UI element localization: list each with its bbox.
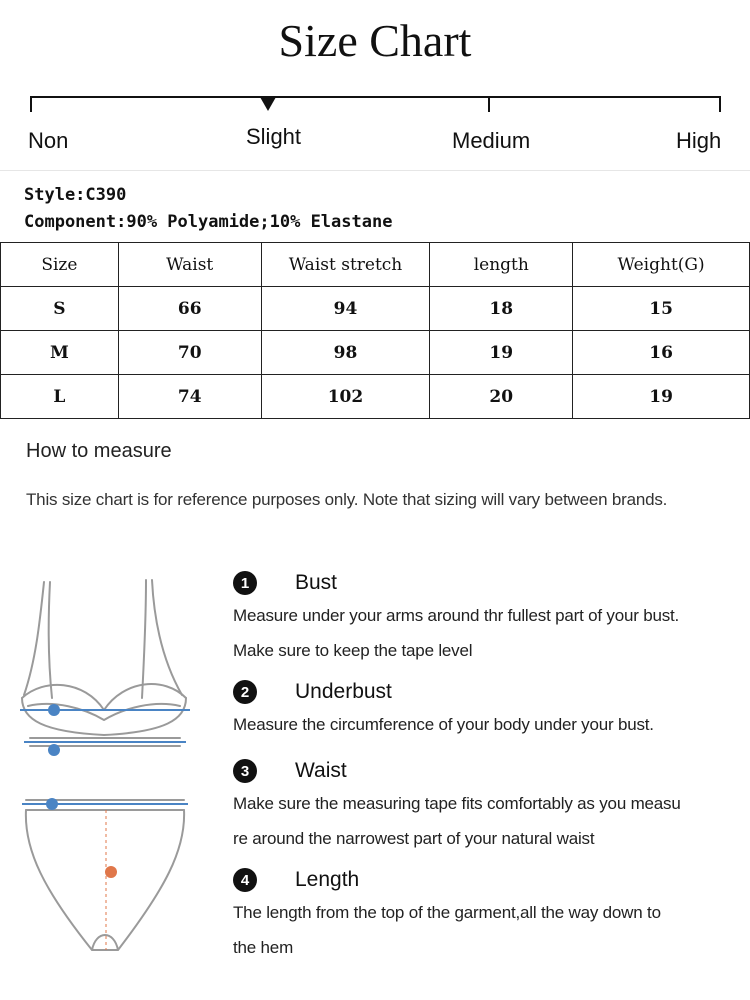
measure-step-waist [233,756,743,856]
measure-step-bust [233,568,743,668]
marker-underbust [48,744,60,756]
table-cell: 15 [573,287,750,331]
measure-step-length [233,865,743,965]
step-description-line: Measure the circumference of your body under your bust. [233,715,654,734]
table-cell: S [1,287,119,331]
how-to-measure-title: How to measure [26,440,172,462]
step-title: Underbust [295,680,392,703]
table-row [1,287,750,331]
table-cell: 98 [261,331,430,375]
header-weight: Weight(G) [573,243,750,287]
scale-line [30,96,721,98]
step-number: 2 [233,680,257,704]
bikini-sketch-icon [14,570,204,970]
header-waist: Waist [118,243,261,287]
component-info: Component:90% Polyamide;10% Elastane [24,212,393,232]
style-code: Style:C390 [24,185,127,205]
table-cell: 19 [430,331,573,375]
marker-length [105,866,117,878]
page-title: Size Chart [278,15,472,66]
table-cell: M [1,331,119,375]
scale-tick [719,96,721,112]
table-cell: 70 [118,331,261,375]
scale-label-non: Non [28,128,69,153]
stretch-scale [0,90,750,170]
table-cell: 94 [261,287,430,331]
table-cell: 102 [261,375,430,419]
marker-bust [48,704,60,716]
step-description-line: re around the narrowest part of your natural waist [233,829,595,848]
marker-waist [46,798,58,810]
step-description-line: Make sure to keep the tape level [233,641,473,660]
scale-tick [30,96,32,112]
measure-step-underbust [233,677,743,742]
scale-label-high: High [676,128,722,153]
scale-tick [488,96,490,112]
header-length: length [430,243,573,287]
step-number: 3 [233,759,257,783]
header-size: Size [1,243,119,287]
step-title: Bust [295,571,338,594]
step-number: 4 [233,868,257,892]
table-header-row [1,243,750,287]
step-description-line: Make sure the measuring tape fits comfortably as you measu [233,794,681,813]
step-description-line: Measure under your arms around thr fullest part of your bust. [233,606,680,625]
table-cell: L [1,375,119,419]
step-description-line: The length from the top of the garment,all the way down to [233,903,661,922]
scale-label-slight: Slight [246,124,302,149]
table-cell: 18 [430,287,573,331]
triangle-down-icon [260,97,276,111]
step-title: Waist [295,759,347,782]
scale-label-medium: Medium [452,128,531,153]
divider [0,170,750,171]
size-table [0,242,750,419]
step-number: 1 [233,571,257,595]
table-cell: 19 [573,375,750,419]
reference-note: This size chart is for reference purposes only. Note that sizing will vary between brands. [26,490,668,509]
table-row [1,331,750,375]
step-title: Length [295,868,360,891]
table-cell: 20 [430,375,573,419]
table-row [1,375,750,419]
step-description-line: the hem [233,938,294,957]
table-cell: 16 [573,331,750,375]
table-cell: 74 [118,375,261,419]
header-waist-stretch: Waist stretch [261,243,430,287]
table-cell: 66 [118,287,261,331]
